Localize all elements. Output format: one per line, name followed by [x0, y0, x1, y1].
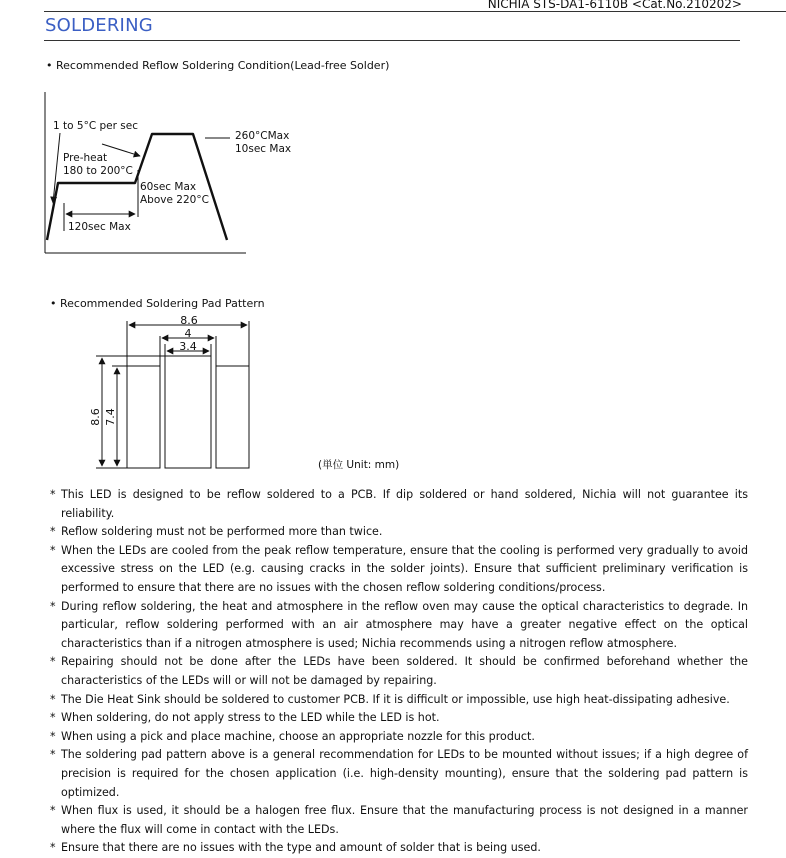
dim-h-pad-label: 7.4 [104, 408, 117, 426]
note-item [50, 542, 748, 598]
note-text: When flux is used, it should be a halogen free flux. Ensure that the manufacturing process is not designed in a manner where the flux will come in contact with the LEDs. [61, 804, 748, 836]
pad-left [127, 366, 160, 468]
note-bullet: * [50, 748, 56, 762]
note-text: When soldering, do not apply stress to the LED while the LED is hot. [61, 711, 440, 725]
note-item [50, 728, 748, 747]
dim-h-total-label: 8.6 [89, 408, 102, 426]
note-text: During reflow soldering, the heat and atmosphere in the reflow oven may cause the optical characteristics to degrade. In particular, reflow soldering performed with an air atmosphere may have a greater negative effect on the optical characteristics than if a nitrogen atmosphere is used; Nichia recommends using a nitrogen reflow atmosphere. [61, 599, 748, 650]
note-bullet: * [50, 543, 56, 557]
reflow-heading: • Recommended Reflow Soldering Condition(Lead-free Solder) [46, 59, 390, 72]
preheat-time-label: 120sec Max [68, 221, 131, 233]
note-text: Reflow soldering must not be performed more than twice. [61, 525, 383, 539]
note-bullet: * [50, 729, 56, 743]
preheat-label-1: Pre-heat [63, 152, 108, 164]
note-item [50, 709, 748, 728]
pad-center [165, 356, 211, 468]
page-title: SOLDERING [45, 15, 153, 36]
note-bullet: * [50, 711, 56, 725]
peak-label-2: 10sec Max [235, 143, 292, 155]
note-bullet: * [50, 488, 56, 501]
note-text: When the LEDs are cooled from the peak reflow temperature, ensure that the cooling is performed very gradually to avoid excessive stress on the LED (e.g. causing cracks in the solder joints). Ensure that sufficient preliminary verification is performed to ensure that there are no issues with the chosen reflow soldering conditions/process. [61, 543, 748, 594]
note-item [50, 523, 748, 542]
note-item [50, 486, 748, 523]
above-label-2: Above 220°C [140, 194, 209, 206]
unit-note: (単位 Unit: mm) [318, 459, 400, 471]
note-item [50, 746, 748, 802]
rate-arrow-right [102, 144, 140, 156]
note-bullet: * [50, 841, 56, 855]
note-text: The Die Heat Sink should be soldered to customer PCB. If it is difficult or impossible, use high heat-dissipating adhesive. [61, 692, 730, 706]
above-label-1: 60sec Max [140, 181, 197, 193]
note-bullet: * [50, 525, 56, 539]
header-doc-ref: NICHIA STS-DA1-6110B <Cat.No.210202> [487, 0, 742, 11]
pad-heading: • Recommended Soldering Pad Pattern [50, 297, 265, 310]
pad-right [216, 366, 249, 468]
soldering-notes [50, 486, 748, 858]
dim-w-gap-label: 3.4 [179, 340, 197, 353]
note-text: This LED is designed to be reflow soldered to a PCB. If dip soldered or hand soldered, Nichia will not guarantee its reliability. [61, 488, 748, 520]
note-text: The soldering pad pattern above is a general recommendation for LEDs to be mounted without issues; if a high degree of precision is required for the chosen application (i.e. high-density mounting), ensure that the soldering pad pattern is optimized. [61, 748, 748, 799]
note-bullet: * [50, 804, 56, 818]
note-text: Ensure that there are no issues with the type and amount of solder that is being used. [61, 841, 541, 855]
note-item [50, 653, 748, 690]
peak-label-1: 260°CMax [235, 130, 290, 142]
note-bullet: * [50, 692, 56, 706]
preheat-label-2: 180 to 200°C [63, 165, 133, 177]
note-bullet: * [50, 655, 56, 669]
note-text: When using a pick and place machine, choose an appropriate nozzle for this product. [61, 729, 535, 743]
dim-w-mid-label: 4 [184, 327, 192, 340]
note-bullet: * [50, 599, 56, 613]
note-item [50, 598, 748, 654]
note-item [50, 691, 748, 710]
reflow-rate-label: 1 to 5°C per sec [53, 120, 138, 132]
dim-w-total-label: 8.6 [180, 314, 198, 327]
note-text: Repairing should not be done after the LEDs have been soldered. It should be confirmed beforehand whether the characteristics of the LEDs will or will not be damaged by repairing. [61, 655, 748, 687]
note-item [50, 839, 748, 858]
